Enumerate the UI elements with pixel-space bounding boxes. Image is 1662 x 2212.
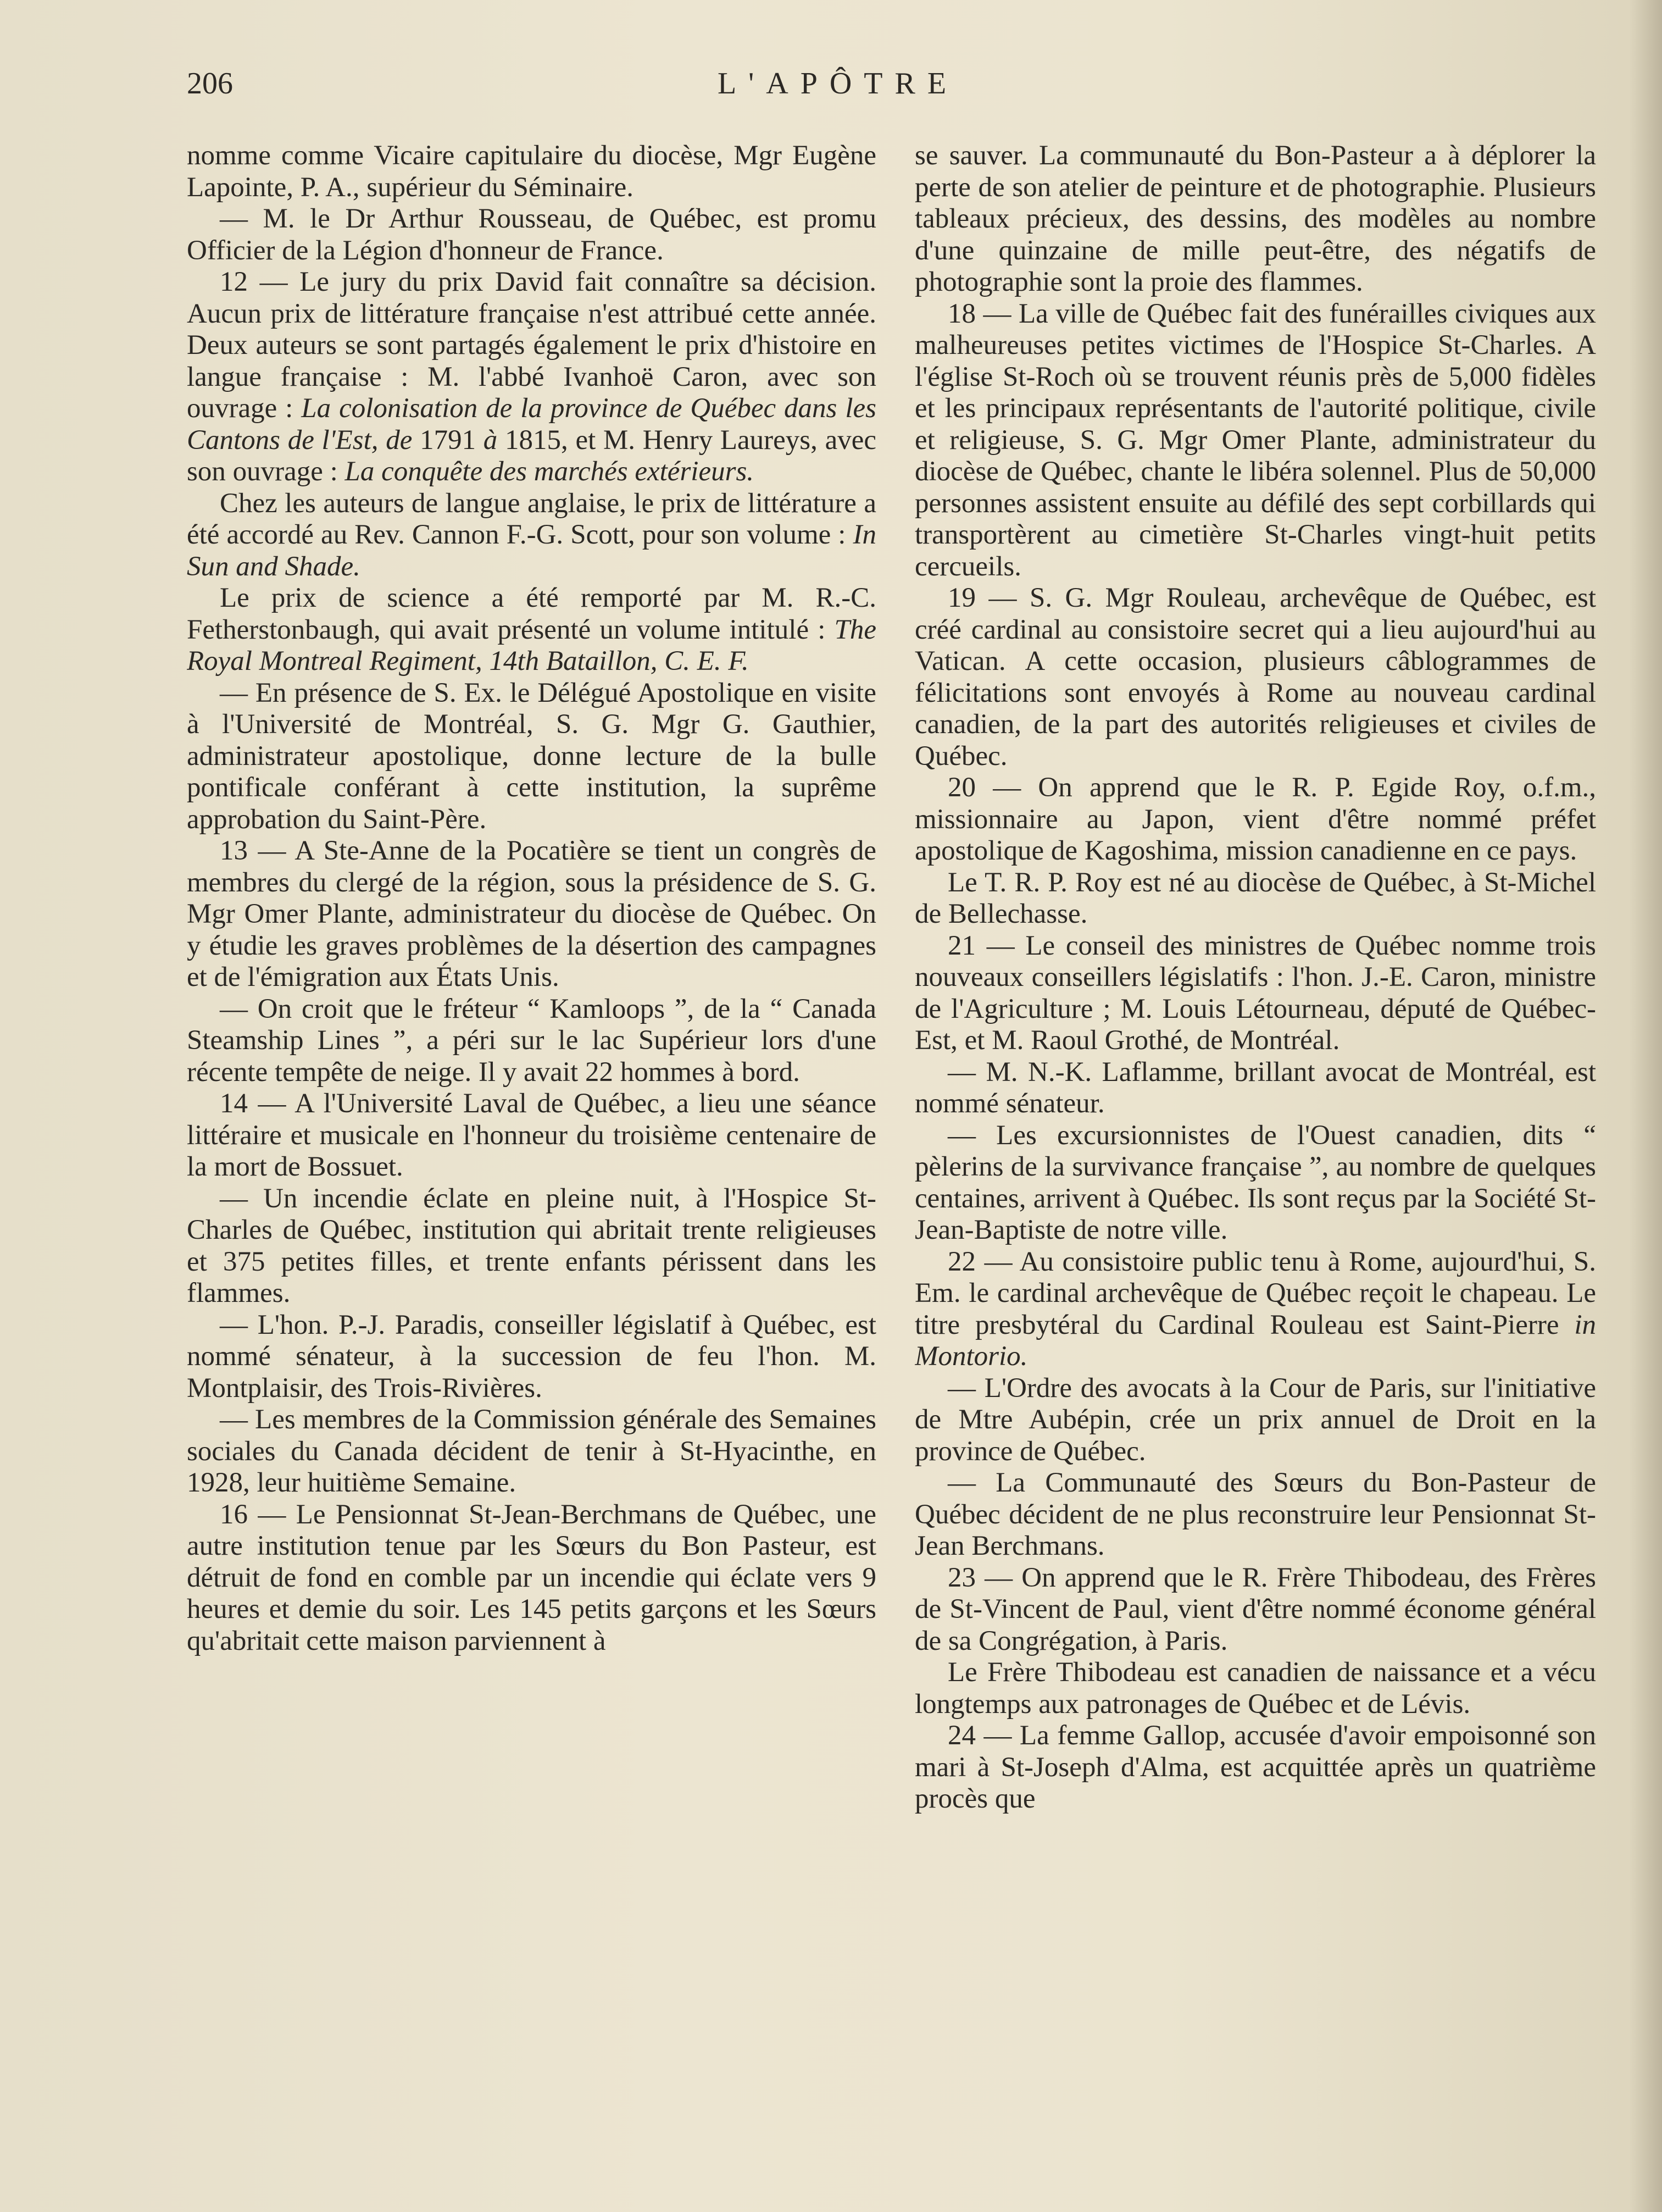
text-run: — Un incendie éclate en pleine nuit, à l'Hospice St-Charles de Québec, institution qui abritait trente religieuses et 375 petites filles, et trente enfants périssent dans les flammes.	[187, 1183, 876, 1309]
paragraph	[187, 1183, 876, 1310]
text-run: Le T. R. P. Roy est né au diocèse de Québec, à St-Michel de Bellechasse.	[915, 867, 1596, 929]
paragraph	[915, 1120, 1596, 1246]
text-run: 1815, et M. Henry Laureys, avec son ouvrage :	[187, 424, 876, 487]
paragraph	[915, 1562, 1596, 1657]
text-run: — En présence de S. Ex. le Délégué Apostolique en visite à l'Université de Montréal, S. G. Mgr G. Gauthier, administrateur apostolique, donne lecture de la bulle pontificale conférant à cette institution, la suprême approbation du Saint-Père.	[187, 677, 876, 835]
italic-text: La conquête des marchés extérieurs.	[344, 456, 754, 487]
paragraph	[915, 583, 1596, 772]
text-run: 1791	[412, 424, 483, 456]
paragraph	[915, 1057, 1596, 1120]
paragraph	[187, 583, 876, 678]
paragraph	[187, 1088, 876, 1183]
text-run: — Les membres de la Commission générale des Semaines sociales du Canada décident de tenir à St-Hyacinthe, en 1928, leur huitième Semaine.	[187, 1404, 876, 1498]
text-run: 19 — S. G. Mgr Rouleau, archevêque de Québec, est créé cardinal au consistoire secret qui a lieu aujourd'hui au Vatican. A cette occasion, plusieurs câblogrammes de félicitations sont envoyés à Rome au nouveau cardinal canadien, de la part des autorités religieuses et civiles de Québec.	[915, 583, 1596, 772]
text-run: — L'Ordre des avocats à la Cour de Paris, sur l'initiative de Mtre Aubépin, crée un prix annuel de Droit en la province de Québec.	[915, 1372, 1596, 1467]
italic-text: à	[483, 424, 498, 456]
text-run: 18 — La ville de Québec fait des funérailles civiques aux malheureuses petites victimes de l'Hospice St-Charles. A l'église St-Roch où se trouvent réunis près de 5,000 fidèles et les principaux représentants de l'autorité politique, civile et religieuse, S. G. Mgr Omer Plante, administrateur du diocèse de Québec, chante le libéra solennel. Plus de 50,000 personnes assistent ensuite au défilé des sept corbillards qui transportèrent au cimetière St-Charles vingt-huit petits cercueils.	[915, 298, 1596, 582]
paragraph	[915, 298, 1596, 583]
text-run: nomme comme Vicaire capitulaire du diocèse, Mgr Eugène Lapointe, P. A., supérieur du Séminaire.	[187, 140, 876, 203]
text-run: — M. N.-K. Laflamme, brillant avocat de Montréal, est nommé sénateur.	[915, 1056, 1596, 1119]
text-run: — Les excursionnistes de l'Ouest canadien, dits “ pèlerins de la survivance française ”, au nombre de quelques centaines, arrivent à Québec. Ils sont reçus par la Société St-Jean-Baptiste de notre ville.	[915, 1119, 1596, 1245]
text-run: — On croit que le fréteur “ Kamloops ”, de la “ Canada Steamship Lines ”, a péri sur le lac Supérieur lors d'une récente tempête de neige. Il y avait 22 hommes à bord.	[187, 993, 876, 1088]
paragraph	[187, 1499, 876, 1657]
text-run: 14 — A l'Université Laval de Québec, a lieu une séance littéraire et musicale en l'honneur du troisième centenaire de la mort de Bossuet.	[187, 1088, 876, 1182]
italic-text: In Sun and Shade.	[187, 519, 876, 582]
italic-text: in Montorio.	[915, 1309, 1596, 1372]
page-header	[187, 66, 1489, 115]
paragraph	[915, 1246, 1596, 1373]
text-run: Le prix de science a été remporté par M. R.-C. Fetherstonbaugh, qui avait présenté un volume intitulé :	[187, 583, 876, 645]
text-run: — L'hon. P.-J. Paradis, conseiller législatif à Québec, est nommé sénateur, à la succession de feu l'hon. M. Montplaisir, des Trois-Rivières.	[187, 1309, 876, 1404]
text-run: 22 — Au consistoire public tenu à Rome, aujourd'hui, S. Em. le cardinal archevêque de Québec reçoit le chapeau. Le titre presbytéral du Cardinal Rouleau est Saint-Pierre	[915, 1246, 1596, 1340]
paragraph	[915, 1720, 1596, 1815]
text-run: 16 — Le Pensionnat St-Jean-Berchmans de Québec, une autre institution tenue par les Sœurs du Bon Pasteur, est détruit de fond en comble par un incendie qui éclate vers 9 heures et demie du soir. Les 145 petits garçons et les Sœurs qu'abritait cette maison parviennent à	[187, 1499, 876, 1656]
text-run: 21 — Le conseil des ministres de Québec nomme trois nouveaux conseillers législatifs : l'hon. J.-E. Caron, ministre de l'Agriculture ; M. Louis Létourneau, député de Québec-Est, et M. Raoul Grothé, de Montréal.	[915, 930, 1596, 1056]
text-run: Le Frère Thibodeau est canadien de naissance et a vécu longtemps aux patronages de Québec et de Lévis.	[915, 1657, 1596, 1720]
italic-text: The Royal Montreal Regiment, 14th Bataillon, C. E. F.	[187, 614, 876, 677]
paragraph	[187, 140, 876, 203]
text-run: — La Communauté des Sœurs du Bon-Pasteur de Québec décident de ne plus reconstruire leur Pensionnat St-Jean Berchmans.	[915, 1467, 1596, 1561]
paragraph	[915, 140, 1596, 298]
paragraph	[915, 930, 1596, 1057]
paragraph	[187, 488, 876, 583]
paragraph	[187, 994, 876, 1089]
paragraph	[915, 1467, 1596, 1562]
paragraph	[187, 678, 876, 836]
text-run: 13 — A Ste-Anne de la Pocatière se tient un congrès de membres du clergé de la région, sous la présidence de S. G. Mgr Omer Plante, administrateur du diocèse de Québec. On y étudie les graves problèmes de la désertion des campagnes et de l'émigration aux États Unis.	[187, 835, 876, 993]
right-column	[915, 140, 1596, 2119]
text-run: se sauver. La communauté du Bon-Pasteur a à déplorer la perte de son atelier de peinture et de photographie. Plusieurs tableaux précieux, des dessins, des modèles au nombre d'une quinzaine de mille peut-être, des négatifs de photographie sont la proie des flammes.	[915, 140, 1596, 297]
text-run: 20 — On apprend que le R. P. Egide Roy, o.f.m., missionnaire au Japon, vient d'être nommé préfet apostolique de Kagoshima, mission canadienne en ce pays.	[915, 772, 1596, 866]
text-run: 24 — La femme Gallop, accusée d'avoir empoisonné son mari à St-Joseph d'Alma, est acquittée après un quatrième procès que	[915, 1720, 1596, 1814]
text-run: — M. le Dr Arthur Rousseau, de Québec, est promu Officier de la Légion d'honneur de France.	[187, 203, 876, 266]
text-run: 12 — Le jury du prix David fait connaître sa décision. Aucun prix de littérature française n'est attribué cette année. Deux auteurs se sont partagés également le prix d'histoire en langue française : M. l'abbé Ivanhoë Caron, avec son ouvrage :	[187, 267, 876, 424]
page-number: 206	[187, 66, 233, 101]
paragraph	[915, 772, 1596, 867]
paragraph	[915, 1657, 1596, 1720]
text-run: 23 — On apprend que le R. Frère Thibodeau, des Frères de St-Vincent de Paul, vient d'être nommé économe général de sa Congrégation, à Paris.	[915, 1562, 1596, 1656]
italic-text: La colonisation de la province de Québec dans les Cantons de l'Est, de	[187, 393, 876, 456]
paragraph	[187, 835, 876, 994]
paragraph	[187, 203, 876, 267]
page-edge-shadow	[1629, 0, 1662, 2212]
text-run: Chez les auteurs de langue anglaise, le prix de littérature a été accordé au Rev. Cannon F.-G. Scott, pour son volume :	[187, 487, 876, 550]
paragraph	[915, 867, 1596, 930]
left-column	[187, 140, 876, 2119]
paragraph	[187, 1404, 876, 1499]
paragraph	[187, 1310, 876, 1405]
running-title: L'APÔTRE	[717, 66, 959, 101]
paragraph	[187, 267, 876, 488]
paragraph	[915, 1373, 1596, 1468]
